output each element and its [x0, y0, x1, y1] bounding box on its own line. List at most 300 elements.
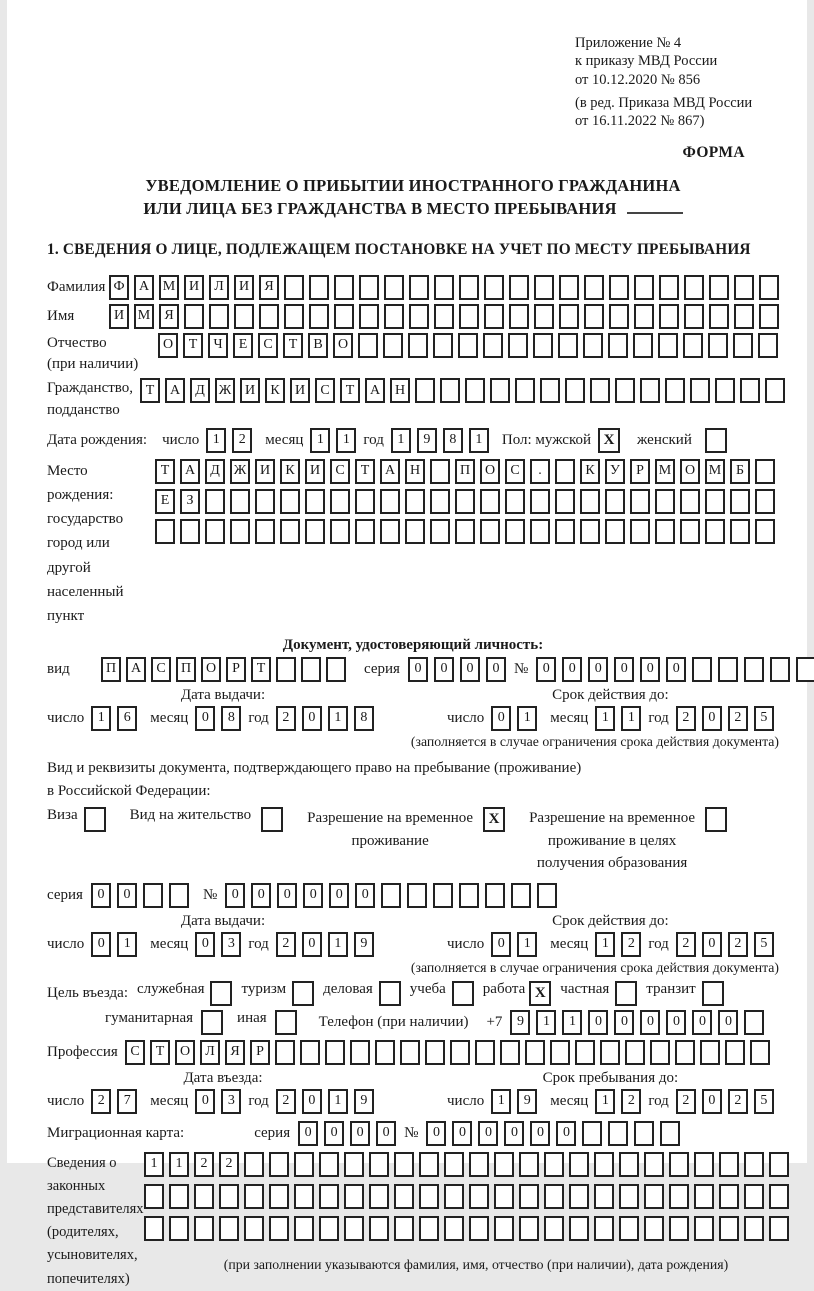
- char-box[interactable]: [580, 519, 600, 544]
- char-box[interactable]: С: [315, 378, 335, 403]
- char-box[interactable]: И: [184, 275, 204, 300]
- char-box[interactable]: 0: [298, 1121, 318, 1146]
- char-box[interactable]: [355, 519, 375, 544]
- purpose-transit-checkbox[interactable]: [702, 981, 724, 1006]
- char-box[interactable]: 2: [676, 932, 696, 957]
- char-box[interactable]: 0: [588, 1010, 608, 1035]
- char-box[interactable]: 0: [91, 932, 111, 957]
- purpose-business-checkbox[interactable]: [379, 981, 401, 1006]
- char-box[interactable]: 0: [702, 706, 722, 731]
- char-box[interactable]: [465, 378, 485, 403]
- char-box[interactable]: [734, 304, 754, 329]
- char-box[interactable]: [690, 378, 710, 403]
- char-box[interactable]: [705, 489, 725, 514]
- residence-permit-checkbox[interactable]: [261, 807, 283, 832]
- char-box[interactable]: 0: [302, 932, 322, 957]
- char-box[interactable]: [519, 1184, 539, 1209]
- char-box[interactable]: [660, 1121, 680, 1146]
- char-box[interactable]: 0: [588, 657, 608, 682]
- char-box[interactable]: Я: [259, 275, 279, 300]
- char-box[interactable]: [796, 657, 814, 682]
- char-box[interactable]: 0: [91, 883, 111, 908]
- char-box[interactable]: [508, 333, 528, 358]
- char-box[interactable]: [519, 1216, 539, 1241]
- char-box[interactable]: Т: [183, 333, 203, 358]
- char-box[interactable]: 0: [302, 1089, 322, 1114]
- char-box[interactable]: [276, 657, 296, 682]
- char-box[interactable]: А: [165, 378, 185, 403]
- char-box[interactable]: [369, 1184, 389, 1209]
- char-box[interactable]: [419, 1184, 439, 1209]
- char-box[interactable]: [734, 275, 754, 300]
- char-box[interactable]: [733, 333, 753, 358]
- char-box[interactable]: 2: [276, 932, 296, 957]
- char-box[interactable]: У: [605, 459, 625, 484]
- char-box[interactable]: [684, 275, 704, 300]
- char-box[interactable]: Б: [730, 459, 750, 484]
- char-box[interactable]: [640, 378, 660, 403]
- char-box[interactable]: [594, 1184, 614, 1209]
- char-box[interactable]: 8: [221, 706, 241, 731]
- char-box[interactable]: [650, 1040, 670, 1065]
- char-box[interactable]: [694, 1184, 714, 1209]
- char-box[interactable]: [692, 657, 712, 682]
- char-box[interactable]: Е: [233, 333, 253, 358]
- char-box[interactable]: [544, 1184, 564, 1209]
- char-box[interactable]: Р: [630, 459, 650, 484]
- char-box[interactable]: [718, 657, 738, 682]
- char-box[interactable]: [694, 1216, 714, 1241]
- char-box[interactable]: Ж: [230, 459, 250, 484]
- char-box[interactable]: [334, 275, 354, 300]
- char-box[interactable]: [434, 304, 454, 329]
- char-box[interactable]: [433, 883, 453, 908]
- char-box[interactable]: [680, 519, 700, 544]
- char-box[interactable]: 0: [491, 706, 511, 731]
- char-box[interactable]: О: [175, 1040, 195, 1065]
- char-box[interactable]: [344, 1216, 364, 1241]
- char-box[interactable]: [459, 883, 479, 908]
- char-box[interactable]: [755, 459, 775, 484]
- char-box[interactable]: [700, 1040, 720, 1065]
- char-box[interactable]: Н: [390, 378, 410, 403]
- char-box[interactable]: [719, 1152, 739, 1177]
- char-box[interactable]: 0: [408, 657, 428, 682]
- char-box[interactable]: [409, 275, 429, 300]
- char-box[interactable]: [558, 333, 578, 358]
- char-box[interactable]: [584, 304, 604, 329]
- char-box[interactable]: [709, 275, 729, 300]
- char-box[interactable]: [534, 275, 554, 300]
- char-box[interactable]: [480, 489, 500, 514]
- char-box[interactable]: [494, 1152, 514, 1177]
- char-box[interactable]: 0: [225, 883, 245, 908]
- char-box[interactable]: [719, 1184, 739, 1209]
- char-box[interactable]: [565, 378, 585, 403]
- char-box[interactable]: [355, 489, 375, 514]
- sex-female-checkbox[interactable]: [705, 428, 727, 453]
- char-box[interactable]: Т: [283, 333, 303, 358]
- char-box[interactable]: 5: [754, 932, 774, 957]
- char-box[interactable]: [419, 1152, 439, 1177]
- char-box[interactable]: [301, 657, 321, 682]
- char-box[interactable]: 9: [517, 1089, 537, 1114]
- temp-residence-checkbox[interactable]: X: [483, 807, 505, 832]
- char-box[interactable]: 5: [754, 706, 774, 731]
- char-box[interactable]: [730, 519, 750, 544]
- char-box[interactable]: [394, 1216, 414, 1241]
- char-box[interactable]: Д: [205, 459, 225, 484]
- char-box[interactable]: [407, 883, 427, 908]
- char-box[interactable]: [169, 1184, 189, 1209]
- char-box[interactable]: [537, 883, 557, 908]
- char-box[interactable]: 0: [355, 883, 375, 908]
- char-box[interactable]: И: [240, 378, 260, 403]
- char-box[interactable]: 0: [486, 657, 506, 682]
- char-box[interactable]: [533, 333, 553, 358]
- char-box[interactable]: [600, 1040, 620, 1065]
- char-box[interactable]: 1: [117, 932, 137, 957]
- char-box[interactable]: 9: [354, 932, 374, 957]
- char-box[interactable]: [609, 304, 629, 329]
- char-box[interactable]: 8: [354, 706, 374, 731]
- char-box[interactable]: [680, 489, 700, 514]
- char-box[interactable]: Л: [200, 1040, 220, 1065]
- char-box[interactable]: [715, 378, 735, 403]
- char-box[interactable]: [683, 333, 703, 358]
- char-box[interactable]: [490, 378, 510, 403]
- char-box[interactable]: [709, 304, 729, 329]
- char-box[interactable]: [169, 883, 189, 908]
- char-box[interactable]: [725, 1040, 745, 1065]
- char-box[interactable]: 0: [530, 1121, 550, 1146]
- char-box[interactable]: Ж: [215, 378, 235, 403]
- char-box[interactable]: [665, 378, 685, 403]
- char-box[interactable]: З: [180, 489, 200, 514]
- char-box[interactable]: [530, 519, 550, 544]
- char-box[interactable]: [359, 304, 379, 329]
- char-box[interactable]: 1: [328, 706, 348, 731]
- char-box[interactable]: [669, 1152, 689, 1177]
- char-box[interactable]: [375, 1040, 395, 1065]
- char-box[interactable]: [294, 1184, 314, 1209]
- char-box[interactable]: [458, 333, 478, 358]
- char-box[interactable]: [569, 1216, 589, 1241]
- char-box[interactable]: К: [265, 378, 285, 403]
- char-box[interactable]: 0: [666, 657, 686, 682]
- char-box[interactable]: [630, 489, 650, 514]
- char-box[interactable]: [300, 1040, 320, 1065]
- char-box[interactable]: [759, 304, 779, 329]
- char-box[interactable]: 1: [595, 706, 615, 731]
- char-box[interactable]: [369, 1216, 389, 1241]
- char-box[interactable]: [569, 1152, 589, 1177]
- char-box[interactable]: Л: [209, 275, 229, 300]
- char-box[interactable]: [330, 489, 350, 514]
- char-box[interactable]: [669, 1184, 689, 1209]
- char-box[interactable]: 0: [434, 657, 454, 682]
- char-box[interactable]: [358, 333, 378, 358]
- char-box[interactable]: С: [258, 333, 278, 358]
- char-box[interactable]: М: [134, 304, 154, 329]
- char-box[interactable]: [484, 304, 504, 329]
- char-box[interactable]: И: [255, 459, 275, 484]
- char-box[interactable]: [519, 1152, 539, 1177]
- char-box[interactable]: [583, 333, 603, 358]
- char-box[interactable]: [550, 1040, 570, 1065]
- char-box[interactable]: [444, 1152, 464, 1177]
- char-box[interactable]: 0: [303, 883, 323, 908]
- char-box[interactable]: [309, 304, 329, 329]
- char-box[interactable]: 1: [169, 1152, 189, 1177]
- char-box[interactable]: [540, 378, 560, 403]
- char-box[interactable]: С: [330, 459, 350, 484]
- char-box[interactable]: [444, 1184, 464, 1209]
- char-box[interactable]: 0: [452, 1121, 472, 1146]
- char-box[interactable]: [430, 489, 450, 514]
- char-box[interactable]: [259, 304, 279, 329]
- char-box[interactable]: [325, 1040, 345, 1065]
- char-box[interactable]: 2: [232, 428, 252, 453]
- char-box[interactable]: [381, 883, 401, 908]
- char-box[interactable]: 7: [117, 1089, 137, 1114]
- char-box[interactable]: Р: [226, 657, 246, 682]
- char-box[interactable]: 9: [354, 1089, 374, 1114]
- char-box[interactable]: Я: [159, 304, 179, 329]
- char-box[interactable]: [380, 519, 400, 544]
- char-box[interactable]: И: [234, 275, 254, 300]
- char-box[interactable]: П: [101, 657, 121, 682]
- purpose-private-checkbox[interactable]: [615, 981, 637, 1006]
- char-box[interactable]: 0: [692, 1010, 712, 1035]
- char-box[interactable]: [684, 304, 704, 329]
- purpose-work-checkbox[interactable]: X: [529, 981, 551, 1006]
- char-box[interactable]: [309, 275, 329, 300]
- char-box[interactable]: [744, 657, 764, 682]
- char-box[interactable]: А: [365, 378, 385, 403]
- char-box[interactable]: Ф: [109, 275, 129, 300]
- char-box[interactable]: [644, 1184, 664, 1209]
- char-box[interactable]: 2: [676, 1089, 696, 1114]
- char-box[interactable]: [444, 1216, 464, 1241]
- char-box[interactable]: [769, 1152, 789, 1177]
- char-box[interactable]: 2: [728, 1089, 748, 1114]
- char-box[interactable]: [744, 1152, 764, 1177]
- char-box[interactable]: К: [280, 459, 300, 484]
- char-box[interactable]: [400, 1040, 420, 1065]
- char-box[interactable]: [209, 304, 229, 329]
- char-box[interactable]: О: [480, 459, 500, 484]
- char-box[interactable]: Т: [355, 459, 375, 484]
- char-box[interactable]: [275, 1040, 295, 1065]
- char-box[interactable]: [144, 1216, 164, 1241]
- char-box[interactable]: [559, 304, 579, 329]
- char-box[interactable]: 1: [144, 1152, 164, 1177]
- char-box[interactable]: [280, 489, 300, 514]
- char-box[interactable]: 0: [718, 1010, 738, 1035]
- char-box[interactable]: 2: [219, 1152, 239, 1177]
- char-box[interactable]: [615, 378, 635, 403]
- char-box[interactable]: [758, 333, 778, 358]
- char-box[interactable]: [305, 519, 325, 544]
- char-box[interactable]: [530, 489, 550, 514]
- char-box[interactable]: [730, 489, 750, 514]
- char-box[interactable]: [440, 378, 460, 403]
- char-box[interactable]: 0: [556, 1121, 576, 1146]
- char-box[interactable]: 3: [221, 1089, 241, 1114]
- char-box[interactable]: 1: [621, 706, 641, 731]
- char-box[interactable]: [582, 1121, 602, 1146]
- char-box[interactable]: [344, 1152, 364, 1177]
- char-box[interactable]: 5: [754, 1089, 774, 1114]
- char-box[interactable]: О: [201, 657, 221, 682]
- char-box[interactable]: Т: [150, 1040, 170, 1065]
- char-box[interactable]: 0: [195, 706, 215, 731]
- char-box[interactable]: [234, 304, 254, 329]
- char-box[interactable]: П: [455, 459, 475, 484]
- char-box[interactable]: [509, 304, 529, 329]
- char-box[interactable]: [284, 304, 304, 329]
- char-box[interactable]: А: [134, 275, 154, 300]
- char-box[interactable]: [484, 275, 504, 300]
- temp-residence-edu-checkbox[interactable]: [705, 807, 727, 832]
- char-box[interactable]: [744, 1216, 764, 1241]
- char-box[interactable]: [294, 1152, 314, 1177]
- char-box[interactable]: 0: [376, 1121, 396, 1146]
- char-box[interactable]: [634, 275, 654, 300]
- char-box[interactable]: [415, 378, 435, 403]
- char-box[interactable]: [580, 489, 600, 514]
- char-box[interactable]: [525, 1040, 545, 1065]
- char-box[interactable]: [280, 519, 300, 544]
- char-box[interactable]: 0: [614, 1010, 634, 1035]
- char-box[interactable]: 0: [460, 657, 480, 682]
- char-box[interactable]: 1: [391, 428, 411, 453]
- char-box[interactable]: 0: [350, 1121, 370, 1146]
- char-box[interactable]: [608, 1121, 628, 1146]
- char-box[interactable]: 0: [640, 1010, 660, 1035]
- char-box[interactable]: 1: [310, 428, 330, 453]
- char-box[interactable]: [634, 1121, 654, 1146]
- char-box[interactable]: О: [158, 333, 178, 358]
- char-box[interactable]: С: [505, 459, 525, 484]
- purpose-official-checkbox[interactable]: [210, 981, 232, 1006]
- char-box[interactable]: 8: [443, 428, 463, 453]
- char-box[interactable]: [425, 1040, 445, 1065]
- char-box[interactable]: [143, 883, 163, 908]
- char-box[interactable]: [419, 1216, 439, 1241]
- char-box[interactable]: [450, 1040, 470, 1065]
- char-box[interactable]: [500, 1040, 520, 1065]
- char-box[interactable]: [350, 1040, 370, 1065]
- char-box[interactable]: [219, 1184, 239, 1209]
- char-box[interactable]: 2: [621, 1089, 641, 1114]
- char-box[interactable]: С: [125, 1040, 145, 1065]
- char-box[interactable]: Т: [155, 459, 175, 484]
- char-box[interactable]: [405, 489, 425, 514]
- char-box[interactable]: 2: [728, 706, 748, 731]
- char-box[interactable]: [319, 1152, 339, 1177]
- char-box[interactable]: [590, 378, 610, 403]
- char-box[interactable]: О: [680, 459, 700, 484]
- char-box[interactable]: 2: [276, 1089, 296, 1114]
- char-box[interactable]: А: [380, 459, 400, 484]
- char-box[interactable]: [634, 304, 654, 329]
- char-box[interactable]: [369, 1152, 389, 1177]
- char-box[interactable]: [455, 519, 475, 544]
- char-box[interactable]: [769, 1216, 789, 1241]
- char-box[interactable]: [469, 1152, 489, 1177]
- char-box[interactable]: [480, 519, 500, 544]
- char-box[interactable]: 1: [562, 1010, 582, 1035]
- char-box[interactable]: [750, 1040, 770, 1065]
- char-box[interactable]: [269, 1184, 289, 1209]
- char-box[interactable]: Т: [340, 378, 360, 403]
- char-box[interactable]: М: [705, 459, 725, 484]
- char-box[interactable]: [694, 1152, 714, 1177]
- char-box[interactable]: [708, 333, 728, 358]
- char-box[interactable]: 0: [251, 883, 271, 908]
- char-box[interactable]: 0: [195, 932, 215, 957]
- char-box[interactable]: [675, 1040, 695, 1065]
- char-box[interactable]: 0: [277, 883, 297, 908]
- char-box[interactable]: [619, 1184, 639, 1209]
- char-box[interactable]: [755, 519, 775, 544]
- char-box[interactable]: [633, 333, 653, 358]
- char-box[interactable]: [459, 304, 479, 329]
- char-box[interactable]: 0: [562, 657, 582, 682]
- char-box[interactable]: [330, 519, 350, 544]
- char-box[interactable]: [194, 1216, 214, 1241]
- char-box[interactable]: И: [290, 378, 310, 403]
- char-box[interactable]: 1: [328, 932, 348, 957]
- char-box[interactable]: 1: [491, 1089, 511, 1114]
- char-box[interactable]: 2: [276, 706, 296, 731]
- char-box[interactable]: [509, 275, 529, 300]
- char-box[interactable]: [755, 489, 775, 514]
- char-box[interactable]: [770, 657, 790, 682]
- char-box[interactable]: [319, 1184, 339, 1209]
- char-box[interactable]: [144, 1184, 164, 1209]
- char-box[interactable]: Т: [140, 378, 160, 403]
- char-box[interactable]: [559, 275, 579, 300]
- char-box[interactable]: 6: [117, 706, 137, 731]
- char-box[interactable]: [534, 304, 554, 329]
- purpose-study-checkbox[interactable]: [452, 981, 474, 1006]
- char-box[interactable]: [494, 1216, 514, 1241]
- char-box[interactable]: [434, 275, 454, 300]
- char-box[interactable]: [205, 489, 225, 514]
- char-box[interactable]: [569, 1184, 589, 1209]
- char-box[interactable]: [485, 883, 505, 908]
- char-box[interactable]: [344, 1184, 364, 1209]
- char-box[interactable]: [719, 1216, 739, 1241]
- char-box[interactable]: 1: [469, 428, 489, 453]
- char-box[interactable]: 0: [504, 1121, 524, 1146]
- char-box[interactable]: [619, 1216, 639, 1241]
- char-box[interactable]: 0: [478, 1121, 498, 1146]
- char-box[interactable]: 0: [614, 657, 634, 682]
- purpose-other-checkbox[interactable]: [275, 1010, 297, 1035]
- char-box[interactable]: [405, 519, 425, 544]
- char-box[interactable]: [759, 275, 779, 300]
- char-box[interactable]: [505, 519, 525, 544]
- char-box[interactable]: [609, 275, 629, 300]
- char-box[interactable]: [644, 1216, 664, 1241]
- char-box[interactable]: [494, 1184, 514, 1209]
- char-box[interactable]: [630, 519, 650, 544]
- char-box[interactable]: 1: [328, 1089, 348, 1114]
